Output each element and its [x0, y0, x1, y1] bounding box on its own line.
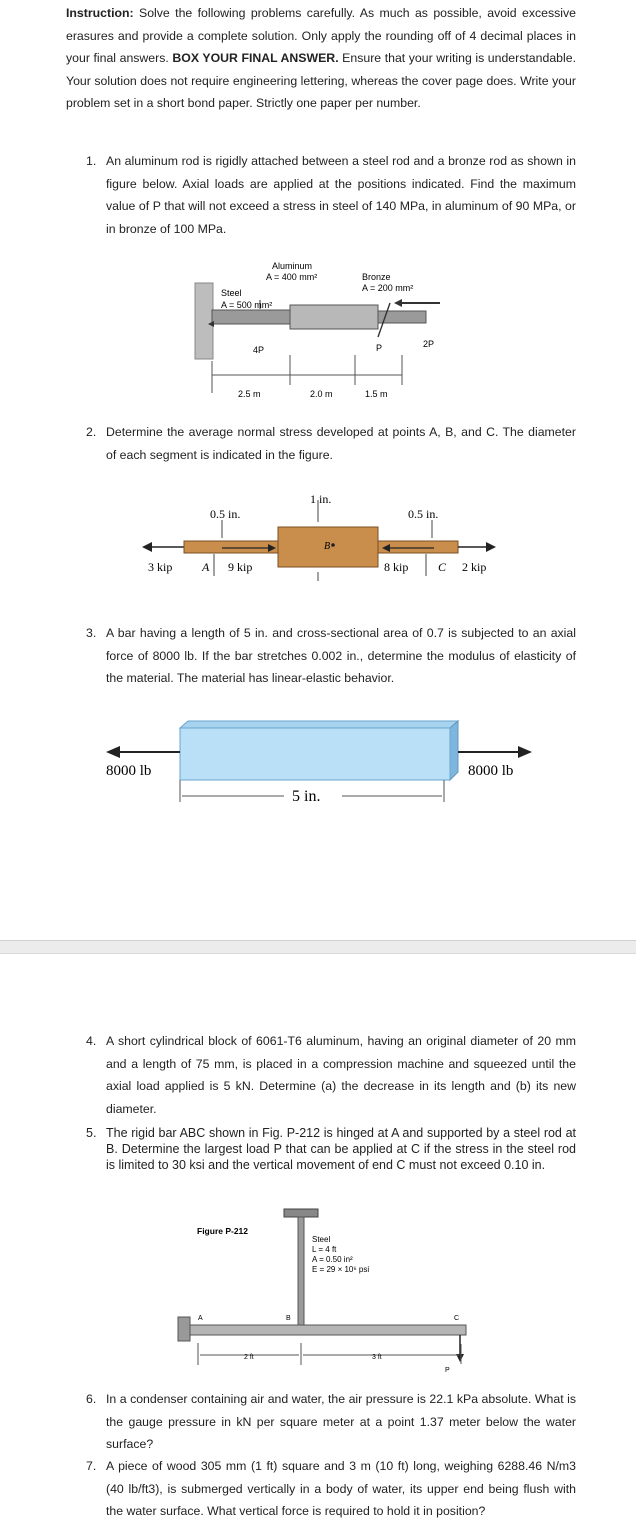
figure-5-rigid-bar	[172, 1204, 482, 1376]
label-load-4p: 4P	[253, 345, 265, 355]
label-point-c: C	[438, 560, 447, 574]
problem-text: A piece of wood 305 mm (1 ft) square and 3 m (10 ft) long, weighing 6288.46 N/m3 (40 lb/ft3), is submerged vertically in a body of water, its upper end being flush with the water surface. What vertical force is required to hold it in position?	[106, 1459, 576, 1518]
problem-number: 2.	[86, 425, 97, 439]
figure-2-stepped-bar	[140, 486, 510, 582]
problem-number: 4.	[86, 1034, 97, 1048]
problem-number: 5.	[86, 1126, 97, 1140]
label-diameter-right: 0.5 in.	[408, 507, 439, 521]
label-steel: Steel	[312, 1235, 331, 1244]
label-force-right: 8000 lb	[468, 763, 514, 779]
label-bronze-area: A = 200 mm²	[362, 283, 414, 293]
problem-text: The rigid bar ABC shown in Fig. P-212 is hinged at A and supported by a steel rod at B. Determine the largest load P that can be applied at C if the stress in the steel rod is limited to 30 ksi and the vertical movement of end C must not exceed 0.10 in.	[106, 1126, 576, 1172]
label-bronze: Bronze	[362, 272, 391, 282]
instruction-label: Instruction:	[66, 6, 134, 20]
figure-caption: Figure P-212	[197, 1226, 249, 1236]
label-force-3kip: 3 kip	[148, 560, 173, 574]
problem-3	[86, 622, 576, 690]
label-diameter-middle: 1 in.	[310, 492, 332, 506]
problem-4	[86, 1030, 576, 1120]
dim-bc: 3 ft	[372, 1354, 382, 1361]
label-force-2kip: 2 kip	[462, 560, 487, 574]
instruction-paragraph	[66, 2, 576, 115]
label-aluminum-area: A = 400 mm²	[266, 272, 318, 282]
label-point-c: C	[454, 1315, 460, 1322]
label-area: A = 0.50 in²	[312, 1255, 353, 1264]
problem-2	[86, 421, 576, 466]
label-point-b: B	[324, 541, 331, 552]
label-load-p: P	[445, 1367, 450, 1374]
problem-text: A bar having a length of 5 in. and cross-sectional area of 0.7 is subjected to an axial force of 8000 lb. If the bar stretches 0.002 in., determine the modulus of elasticity of the material. The material has linear-elastic behavior.	[106, 626, 576, 685]
problem-number: 3.	[86, 626, 97, 640]
label-force-9kip: 9 kip	[228, 560, 253, 574]
dim-aluminum: 2.0 m	[310, 389, 333, 399]
instruction-text-1: Solve the following problems carefully. As much as possible, avoid excessive erasures and provide a complete solution. Only apply the rounding off of 4 decimal places in your final answers.	[66, 6, 576, 65]
problem-1	[86, 150, 576, 240]
label-point-a: A	[198, 1315, 203, 1322]
instruction-text-2: Ensure that your writing is understandable. Your solution does not require engineering lettering, whereas the cover page does. Write your problem set in a short bond paper. Strictly one paper per number.	[66, 51, 576, 110]
problem-text: An aluminum rod is rigidly attached between a steel rod and a bronze rod as shown in figure below. Axial loads are applied at the positions indicated. Find the maximum value of P that will not exceed a stress in steel of 140 MPa, in aluminum of 90 MPa, or in bronze of 100 MPa.	[106, 154, 576, 236]
label-force-8kip: 8 kip	[384, 560, 409, 574]
problem-7	[86, 1455, 576, 1523]
label-force-left: 8000 lb	[106, 763, 152, 779]
problem-text: A short cylindrical block of 6061-T6 aluminum, having an original diameter of 20 mm and a length of 75 mm, is placed in a compression machine and squeezed until the axial load applied is 5 kN. Determine (a) the decrease in its length and (b) its new diameter.	[106, 1034, 576, 1116]
problem-5	[86, 1125, 576, 1173]
label-modulus: E = 29 × 10⁶ psi	[312, 1265, 370, 1274]
label-load-p: P	[376, 343, 383, 353]
problem-text: Determine the average normal stress developed at points A, B, and C. The diameter of each segment is indicated in the figure.	[106, 425, 576, 462]
dim-bronze: 1.5 m	[365, 389, 388, 399]
label-diameter-left: 0.5 in.	[210, 507, 241, 521]
instruction-emphasis: BOX YOUR FINAL ANSWER.	[172, 51, 339, 65]
label-aluminum: Aluminum	[272, 261, 313, 271]
label-point-a: A	[202, 560, 210, 574]
label-steel: Steel	[221, 288, 242, 298]
problem-6	[86, 1388, 576, 1456]
problem-number: 6.	[86, 1392, 97, 1406]
dim-ab: 2 ft	[244, 1354, 254, 1361]
problem-number: 1.	[86, 154, 97, 168]
dim-steel: 2.5 m	[238, 389, 261, 399]
problem-number: 7.	[86, 1459, 97, 1473]
figure-3-bar-tension	[104, 718, 544, 808]
label-steel-area: A = 500 mm²	[221, 300, 273, 310]
problem-text: In a condenser containing air and water, the air pressure is 22.1 kPa absolute. What is the gauge pressure in kN per square meter at a point 1.37 meter below the water surface?	[106, 1392, 576, 1451]
label-load-2p: 2P	[423, 339, 435, 349]
label-length: L = 4 ft	[312, 1245, 337, 1254]
figure-1-composite-rod	[190, 255, 450, 415]
label-length: 5 in.	[292, 788, 321, 805]
label-point-b: B	[286, 1315, 291, 1322]
page-separator	[0, 940, 636, 954]
